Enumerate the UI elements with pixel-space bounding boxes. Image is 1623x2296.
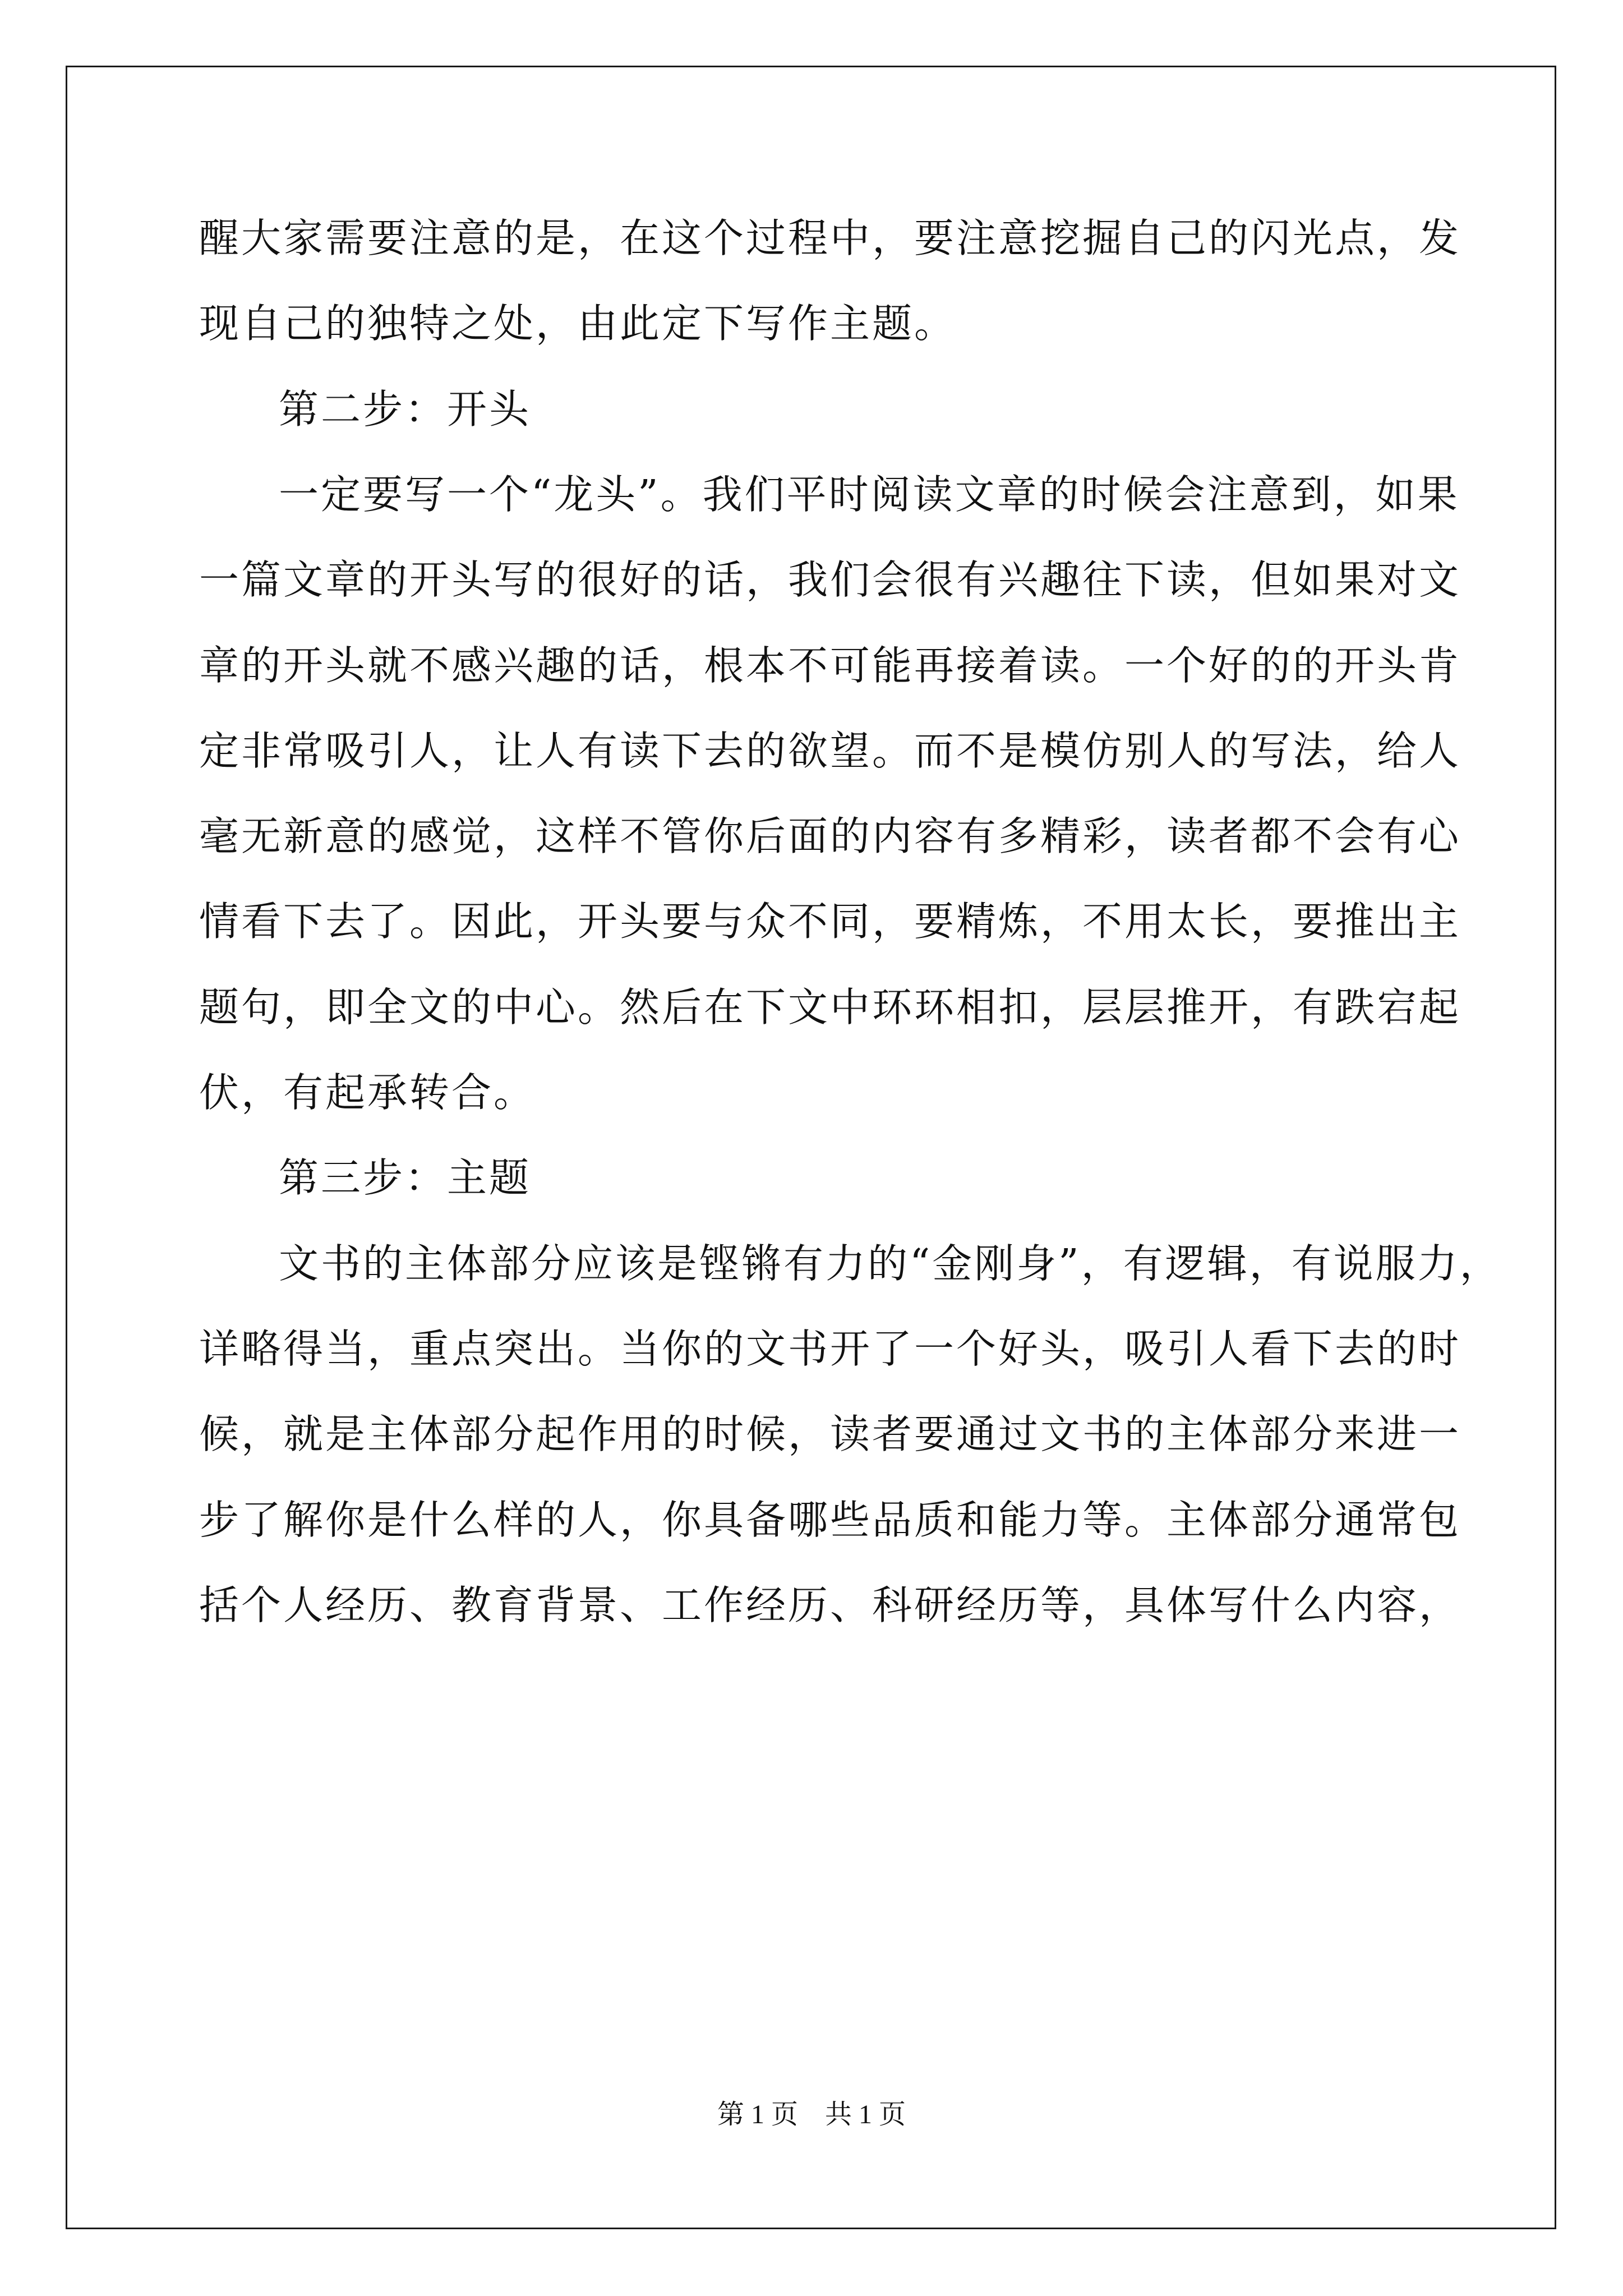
text-line: 文书的主体部分应该是铿锵有力的“金刚身”，有逻辑，有说服力， bbox=[279, 1240, 1502, 1287]
text-line: 括个人经历、教育背景、工作经历、科研经历等，具体写什么内容， bbox=[199, 1581, 1461, 1628]
text-line: 第二步：开头 bbox=[279, 385, 532, 432]
page-number-label: 第 1 页 共 1 页 bbox=[717, 2100, 906, 2129]
text-line: 题句，即全文的中心。然后在下文中环环相扣，层层推开，有跌宕起 bbox=[199, 983, 1461, 1030]
text-line: 第三步：主题 bbox=[279, 1154, 532, 1202]
text-line: 毫无新意的感觉，这样不管你后面的内容有多精彩，读者都不会有心 bbox=[199, 813, 1461, 860]
text-line: 定非常吸引人，让人有读下去的欲望。而不是模仿别人的写法，给人 bbox=[199, 727, 1461, 774]
text-line: 醒大家需要注意的是，在这个过程中，要注意挖掘自己的闪光点，发 bbox=[199, 215, 1461, 261]
text-line: 步了解你是什么样的人，你具备哪些品质和能力等。主体部分通常包 bbox=[199, 1496, 1461, 1543]
text-line: 现自己的独特之处，由此定下写作主题。 bbox=[199, 300, 957, 347]
text-line: 详略得当，重点突出。当你的文书开了一个好头，吸引人看下去的时 bbox=[199, 1325, 1461, 1372]
text-line: 章的开头就不感兴趣的话，根本不可能再接着读。一个好的的开头肯 bbox=[199, 642, 1461, 689]
text-line: 伏，有起承转合。 bbox=[199, 1069, 536, 1116]
text-line: 情看下去了。因此，开头要与众不同，要精炼，不用太长，要推出主 bbox=[199, 898, 1461, 945]
text-line: 一定要写一个“龙头”。我们平时阅读文章的时候会注意到，如果 bbox=[279, 471, 1460, 518]
page-footer bbox=[0, 2098, 1623, 2132]
text-line: 候，就是主体部分起作用的时候，读者要通过文书的主体部分来进一 bbox=[199, 1411, 1461, 1458]
text-line: 一篇文章的开头写的很好的话，我们会很有兴趣往下读，但如果对文 bbox=[199, 556, 1461, 604]
